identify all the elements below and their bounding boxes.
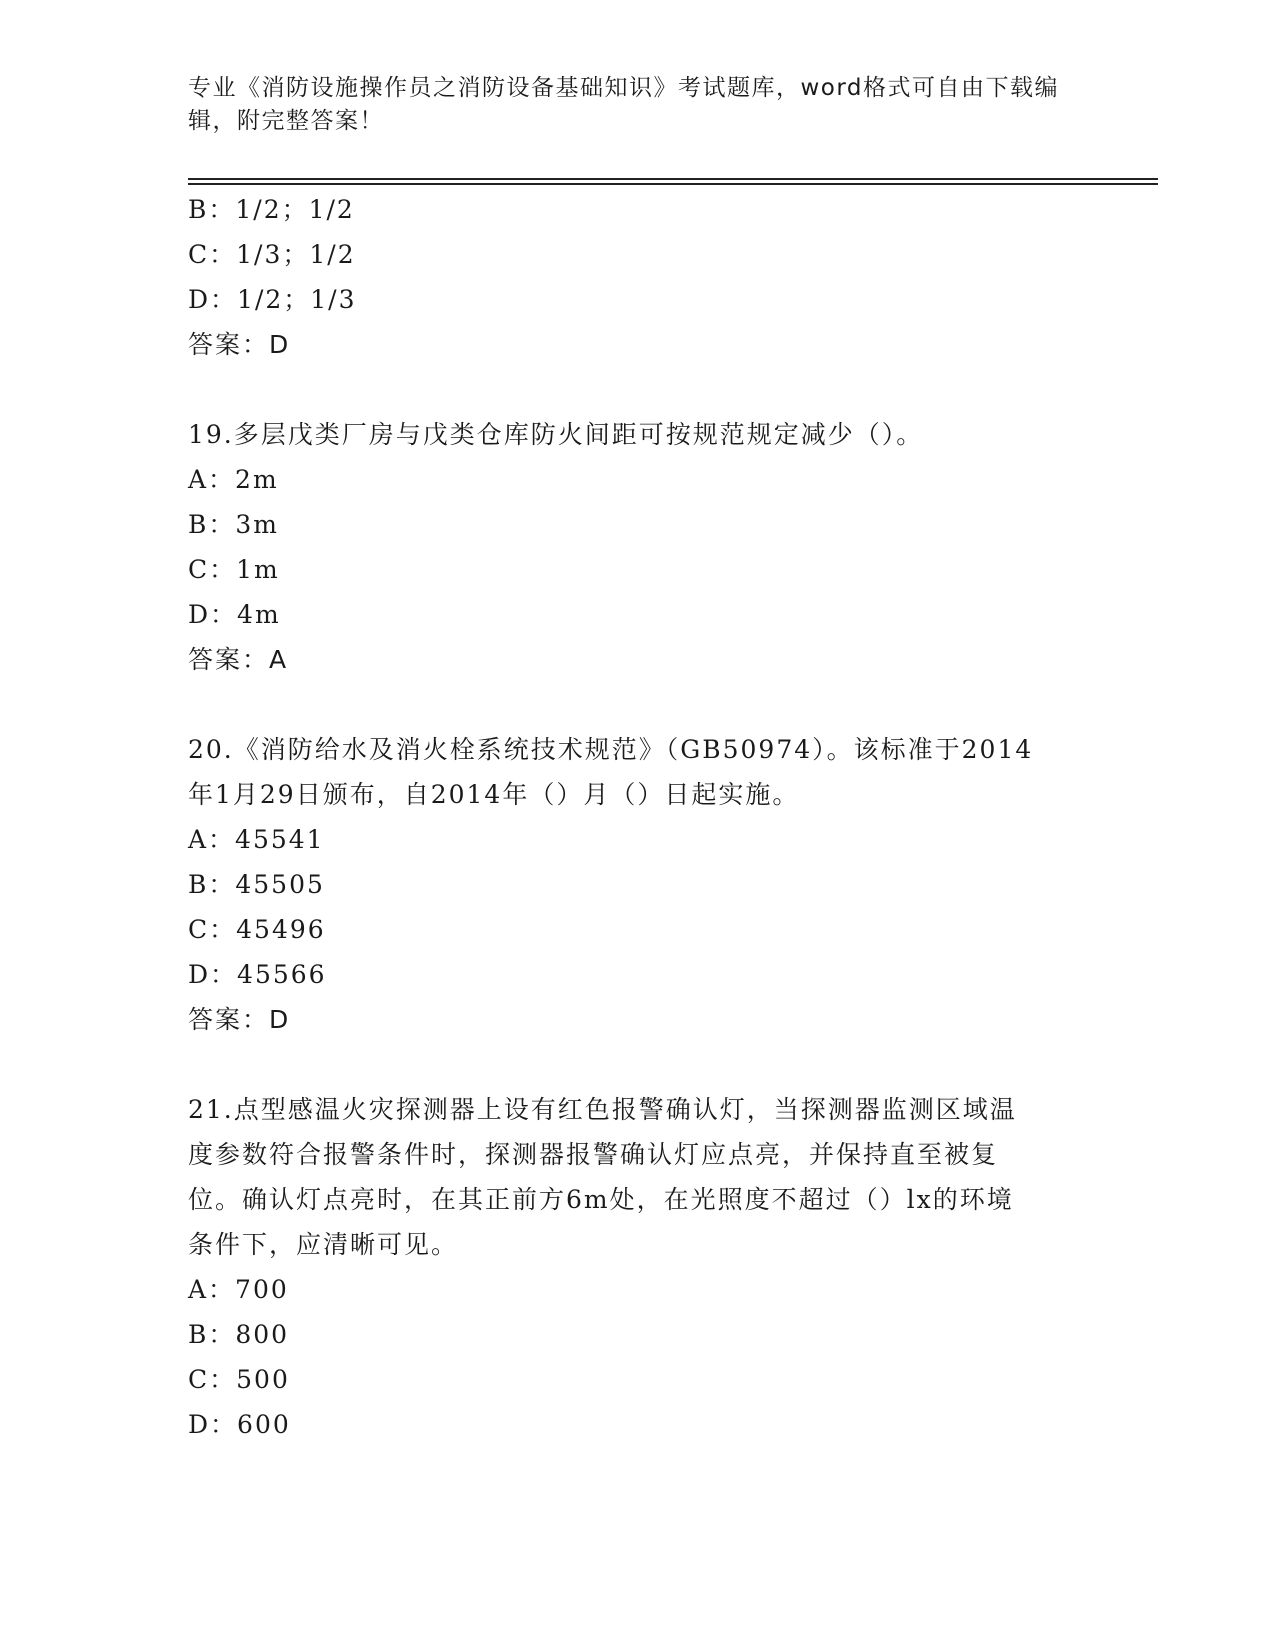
q21-option-b: B：800 (188, 1320, 290, 1349)
q19-option-b: B：3m (188, 510, 279, 539)
question-21-text-line-1: 21.点型感温火灾探测器上设有红色报警确认灯，当探测器监测区域温 (188, 1095, 1017, 1124)
q19-option-a: A：2m (188, 465, 279, 494)
q19-option-d: D：4m (188, 600, 281, 629)
question-19-text: 19.多层戊类厂房与戊类仓库防火间距可按规范规定减少（）。 (188, 420, 924, 449)
q19-option-c: C：1m (188, 555, 280, 584)
header-divider-bottom (188, 183, 1158, 185)
question-21-text-line-4: 条件下，应清晰可见。 (188, 1230, 459, 1259)
question-20-text-line-1: 20.《消防给水及消火栓系统技术规范》（GB50974）。该标准于2014 (188, 735, 1034, 764)
q20-option-a: A：45541 (188, 825, 325, 854)
option-d: D：1/2；1/3 (188, 285, 357, 314)
q20-option-c: C：45496 (188, 915, 326, 944)
option-b: B：1/2；1/2 (188, 195, 355, 224)
q19-answer: 答案：A (188, 645, 289, 674)
answer: 答案：D (188, 330, 291, 359)
q21-option-d: D：600 (188, 1410, 291, 1439)
header-line-2: 辑，附完整答案！ (188, 108, 384, 134)
q20-option-b: B：45505 (188, 870, 325, 899)
q20-answer: 答案：D (188, 1005, 291, 1034)
question-20-text-line-2: 年1月29日颁布，自2014年（）月（）日起实施。 (188, 780, 800, 809)
document-header (188, 72, 1088, 138)
q20-option-d: D：45566 (188, 960, 327, 989)
header-divider-top (188, 178, 1158, 180)
header-line-1: 专业《消防设施操作员之消防设备基础知识》考试题库，word格式可自由下载编 (188, 75, 1060, 101)
q21-option-c: C：500 (188, 1365, 290, 1394)
question-21-text-line-3: 位。确认灯点亮时，在其正前方6m处，在光照度不超过（）lx的环境 (188, 1185, 1014, 1214)
q21-option-a: A：700 (188, 1275, 289, 1304)
option-c: C：1/3；1/2 (188, 240, 356, 269)
question-21-text-line-2: 度参数符合报警条件时，探测器报警确认灯应点亮，并保持直至被复 (188, 1140, 999, 1169)
